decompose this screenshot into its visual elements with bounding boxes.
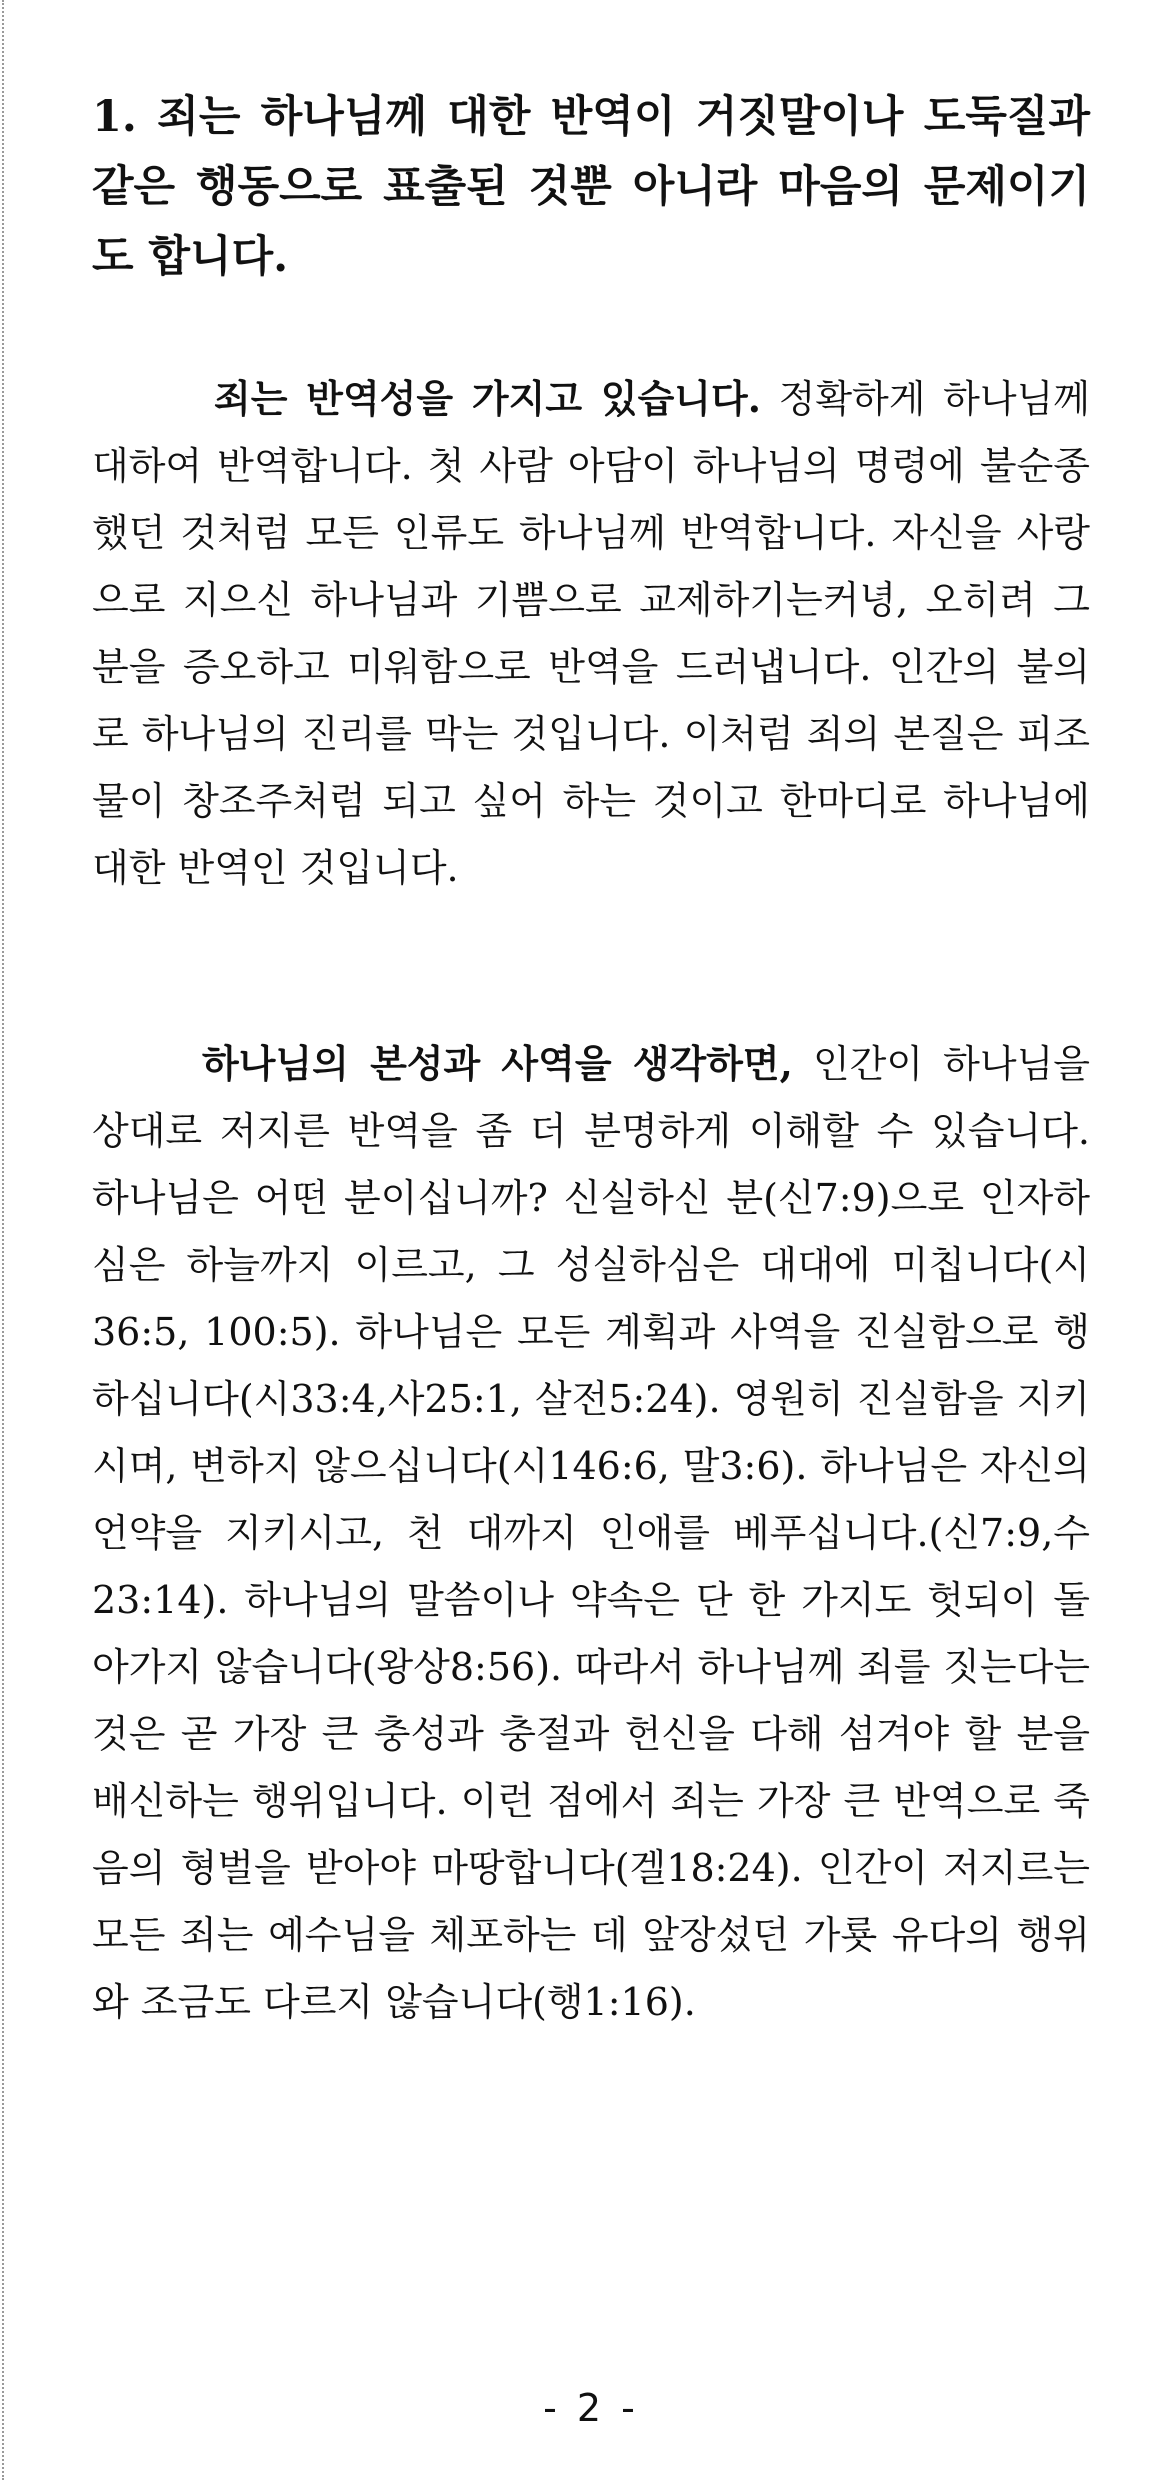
paragraph-lead-bold: 하나님의 본성과 사역을 생각하면, bbox=[202, 1041, 793, 1086]
paragraph-gods-nature bbox=[92, 1030, 1090, 2036]
section-heading: 1. 죄는 하나님께 대한 반역이 거짓말이나 도둑질과 같은 행동으로 표출된 것뿐 아니라 마음의 문제이기도 합니다. bbox=[92, 92, 1090, 282]
page-number: - 2 - bbox=[543, 2386, 639, 2430]
left-margin-dotted-rule bbox=[2, 0, 4, 2480]
paragraph-body: 인간이 하나님을 상대로 저지른 반역을 좀 더 분명하게 이해할 수 있습니다. 하나님은 어떤 분이십니까? 신실하신 분(신7:9)으로 인자하심은 하늘까지 이르고, 그 성실하심은 대대에 미칩니다(시36:5, 100:5). 하나님은 모든 계획과 사역을 진실함으로 행하십니다(시33:4,사25:1, 살전5:24). 영원히 진실함을 지키시며, 변하지 않으십니다(시146:6, 말3:6). 하나님은 자신의 언약을 지키시고, 천 대까지 인애를 베푸십니다.(신7:9,수23:14). 하나님의 말씀이나 약속은 단 한 가지도 헛되이 돌아가지 않습니다(왕상8:56). 따라서 하나님께 죄를 짓는다는 것은 곧 가장 큰 충성과 충절과 헌신을 다해 섬겨야 할 분을 배신하는 행위입니다. 이런 점에서 죄는 가장 큰 반역으로 죽음의 형벌을 받아야 마땅합니다(겔18:24). 인간이 저지르는 모든 죄는 예수님을 체포하는 데 앞장섰던 가룟 유다의 행위와 조금도 다르지 않습니다(행1:16). bbox=[92, 1042, 1090, 2024]
paragraph-lead-bold: 죄는 반역성을 가지고 있습니다. bbox=[214, 376, 761, 421]
paragraph-rebellion bbox=[92, 365, 1090, 902]
paragraph-body: 정확하게 하나님께 대하여 반역합니다. 첫 사람 아담이 하나님의 명령에 불순종했던 것처럼 모든 인류도 하나님께 반역합니다. 자신을 사랑으로 지으신 하나님과 기쁨으로 교제하기는커녕, 오히려 그 분을 증오하고 미워함으로 반역을 드러냅니다. 인간의 불의로 하나님의 진리를 막는 것입니다. 이처럼 죄의 본질은 피조물이 창조주처럼 되고 싶어 하는 것이고 한마디로 하나님에 대한 반역인 것입니다. bbox=[92, 377, 1090, 890]
